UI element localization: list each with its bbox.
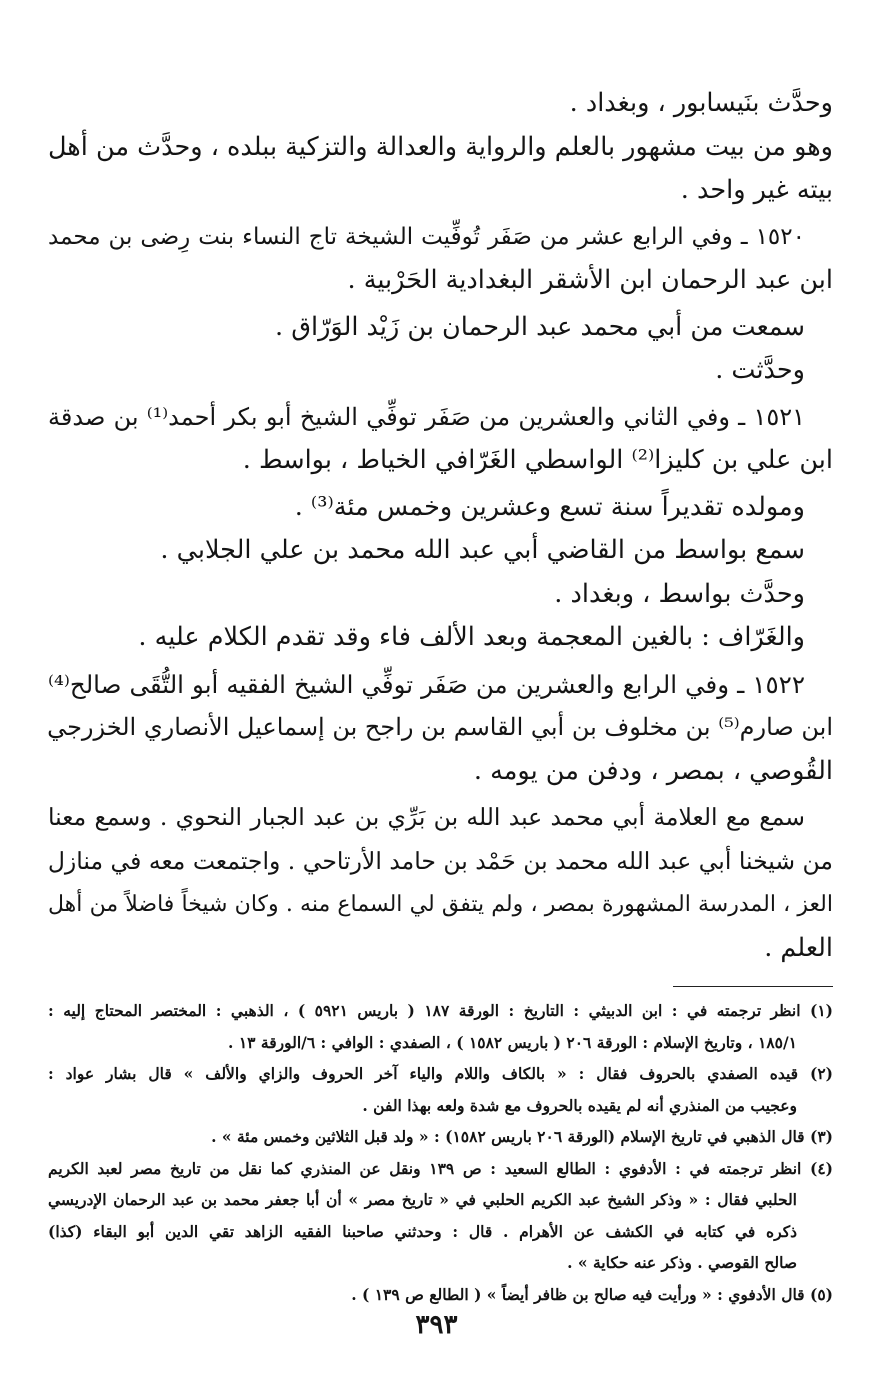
text-line: والغَرّاف : بالغين المعجمة وبعد الألف فاء وقد تقدم الكلام عليه .	[138, 622, 805, 652]
text-line: سمع بواسط من القاضي أبي عبد الله محمد بن علي الجلابي .	[160, 535, 805, 565]
footnote-line: ١٨٥/١ ، وتاريخ الإسلام : الورقة ٢٠٦ ( باريس ١٥٨٢ ) ، الصفدي : الوافي : ٦/الورقة ١٣ .	[228, 1032, 797, 1052]
text-line: ومولده تقديراً سنة تسع وعشرين وخمس مئة⁽³⁾ .	[294, 491, 805, 522]
main-text	[48, 82, 833, 970]
footnote-line: وعجيب من المنذري أنه لم يقيده بالحروف مع شدة ولعه بهذا الفن .	[362, 1095, 797, 1115]
text-line: سمع مع العلامة أبي محمد عبد الله بن بَرِّي بن عبد الجبار النحوي . وسمع معنا	[48, 803, 805, 831]
text-line: العلم .	[764, 932, 833, 963]
entry-1522-heading: ١٥٢٢ ـ وفي الرابع والعشرين من صَفَر توفِّي الشيخ الفقيه أبو التُّقَى صالح⁽⁴⁾	[48, 669, 805, 699]
footnotes	[48, 995, 833, 1310]
entry-1520-heading: ١٥٢٠ ـ وفي الرابع عشر من صَفَر تُوفِّيت الشيخة تاج النساء بنت رِضى بن محمد	[48, 223, 805, 250]
footnote-line: ذكره في كتابه في الكشف عن الأهرام . قال : وحدثني صاحبنا الفقيه الزاهد تقي الدين أبو البقاء (كذا)	[48, 1221, 797, 1241]
text-line: وهو من بيت مشهور بالعلم والرواية والعدالة والتزكية ببلده ، وحدَّث من أهل	[48, 131, 833, 162]
footnote-separator	[673, 986, 833, 987]
text-line: من شيخنا أبي عبد الله محمد بن حَمْد بن حامد الأرتاحي . واجتمعت معه في منازل	[47, 846, 833, 875]
text-line: وحدَّث بنَيسابور ، وبغداد .	[569, 88, 833, 118]
footnote-line: (١) انظر ترجمته في : ابن الدبيثي : التاريخ : الورقة ١٨٧ ( باريس ٥٩٢١ ) ، الذهبي : المختصر المحتاج إليه :	[48, 1001, 834, 1020]
text-line: القُوصي ، بمصر ، ودفن من يومه .	[473, 755, 833, 786]
text-line: بيته غير واحد .	[680, 175, 833, 205]
text-line: ابن عبد الرحمان ابن الأشقر البغدادية الحَرْبية .	[347, 265, 833, 295]
entry-1521-heading: ١٥٢١ ـ وفي الثاني والعشرين من صَفَر توفِّي الشيخ أبو بكر أحمد⁽¹⁾ بن صدقة	[48, 402, 805, 431]
text-line: وحدَّثت .	[715, 355, 805, 385]
text-line: وحدَّث بواسط ، وبغداد .	[554, 578, 805, 609]
text-line: العز ، المدرسة المشهورة بمصر ، ولم يتفق لي السماع منه . وكان شيخاً فاضلاً من أهل	[48, 892, 833, 917]
text-line: ابن علي بن كليزا⁽²⁾ الواسطي الغَرّافي الخياط ، بواسط .	[242, 445, 833, 475]
text-line: سمعت من أبي محمد عبد الرحمان بن زَيْد الوَرّاق .	[275, 311, 805, 342]
text-line: ابن صارم⁽⁵⁾ بن مخلوف بن أبي القاسم بن راجح بن إسماعيل الأنصاري الخزرجي	[47, 713, 833, 741]
footnote-line: (٢) قيده الصفدي بالحروف فقال : « بالكاف واللام والياء آخر الحروف والزاي والألف » قال بشار عواد :	[48, 1064, 833, 1083]
footnote-line: الحلبي فقال : « وذكر الشيخ عبد الكريم الحلبي في « تاريخ مصر » أن أبا جعفر محمد بن عبد الرحمان الإدريسي	[48, 1190, 797, 1209]
footnote-line: صالح القوصي . وذكر عنه حكاية » .	[567, 1253, 797, 1272]
footnote-line: (٤) انظر ترجمته في : الأدفوي : الطالع السعيد : ص ١٣٩ ونقل عن المنذري كما نقل من تاريخ مصر لعبد الكريم	[48, 1158, 833, 1178]
footnote-line: (٥) قال الأدفوي : « ورأيت فيه صالح بن ظافر أيضاً » ( الطالع ص ١٣٩ ) .	[351, 1284, 833, 1304]
footnote-line: (٣) قال الذهبي في تاريخ الإسلام (الورقة ٢٠٦ باريس ١٥٨٢) : « ولد قبل الثلاثين وخمس مئة » .	[211, 1127, 833, 1146]
page-number: ٣٩٣	[415, 1310, 458, 1340]
